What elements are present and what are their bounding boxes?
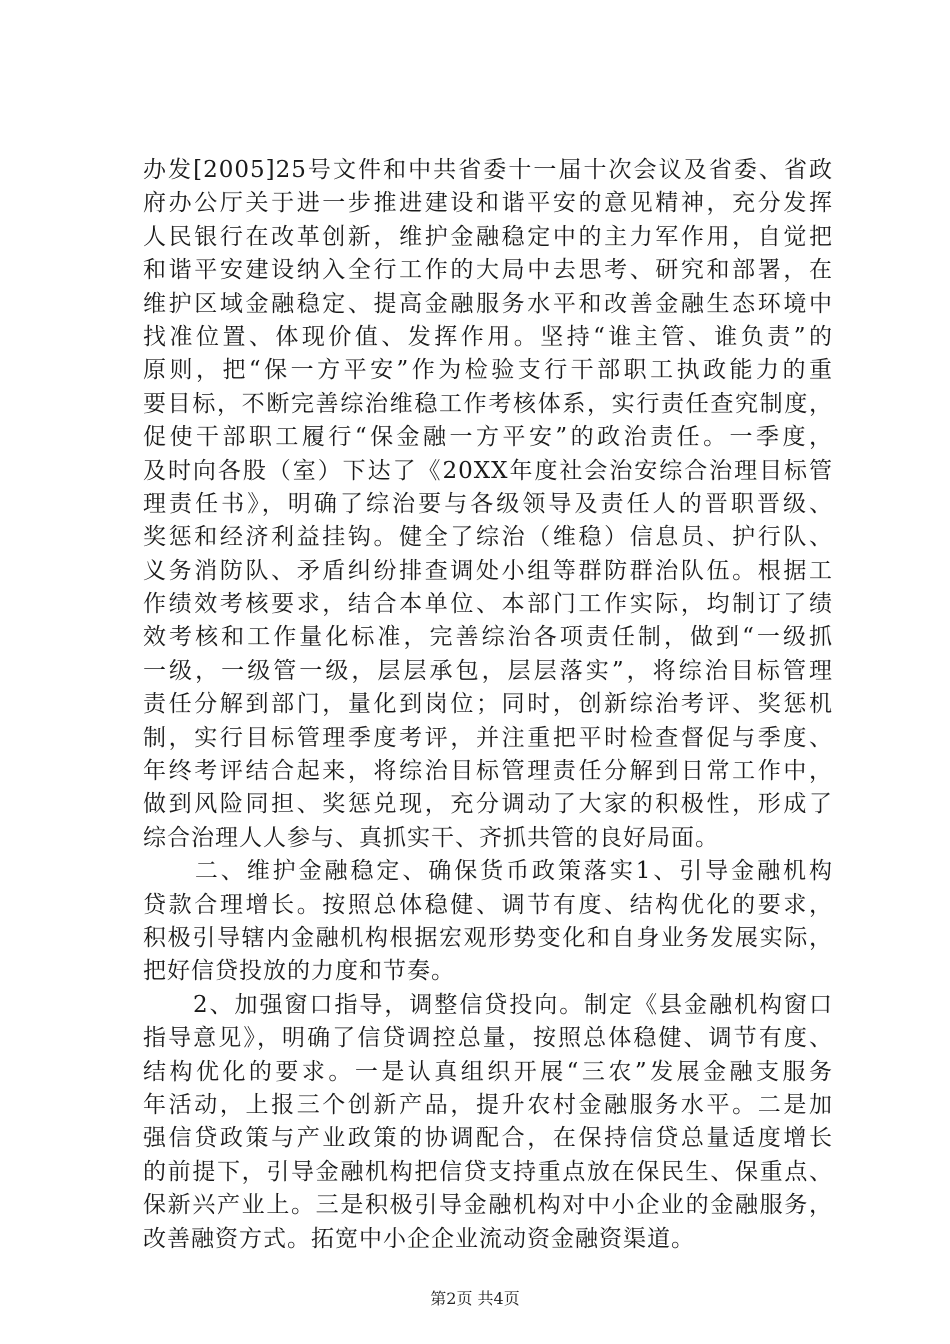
text-line: 指导意见》，明确了信贷调控总量，按照总体稳健、调节有度、 <box>143 1025 833 1052</box>
text-line: 积极引导辖内金融机构根据宏观形势变化和自身业务发展实际， <box>143 924 833 951</box>
text-line: 人民银行在改革创新，维护金融稳定中的主力军作用，自觉把 <box>143 223 833 250</box>
text-line: 强信贷政策与产业政策的协调配合，在保持信贷总量适度增长 <box>143 1125 833 1152</box>
text-line: 把好信贷投放的力度和节奏。 <box>143 958 455 985</box>
text-line: 义务消防队、矛盾纠纷排查调处小组等群防群治队伍。根据工 <box>143 557 833 584</box>
text-line: 做到风险同担、奖惩兑现，充分调动了大家的积极性，形成了 <box>143 791 833 818</box>
text-line: 贷款合理增长。按照总体稳健、调节有度、结构优化的要求， <box>143 891 833 918</box>
text-line: 作绩效考核要求，结合本单位、本部门工作实际，均制订了绩 <box>143 591 833 618</box>
text-line: 的前提下，引导金融机构把信贷支持重点放在保民生、保重点、 <box>143 1158 833 1185</box>
text-line: 责任分解到部门，量化到岗位；同时，创新综治考评、奖惩机 <box>143 691 833 718</box>
text-line: 结构优化的要求。一是认真组织开展“三农”发展金融支服务 <box>143 1058 833 1085</box>
page-footer: 第2页 共4页 <box>430 1289 520 1308</box>
text-line: 制，实行目标管理季度考评，并注重把平时检查督促与季度、 <box>143 724 833 751</box>
text-line: 府办公厅关于进一步推进建设和谐平安的意见精神，充分发挥 <box>143 190 833 217</box>
text-line: 2、加强窗口指导，调整信贷投向。制定《县金融机构窗口 <box>143 991 833 1018</box>
text-line: 奖惩和经济利益挂钩。健全了综治（维稳）信息员、护行队、 <box>143 524 833 551</box>
text-line: 改善融资方式。拓宽中小企企业流动资金融资渠道。 <box>143 1225 695 1252</box>
text-line: 年终考评结合起来，将综治目标管理责任分解到日常工作中， <box>143 758 833 785</box>
text-line: 维护区域金融稳定、提高金融服务水平和改善金融生态环境中 <box>143 290 833 317</box>
text-line: 原则，把“保一方平安”作为检验支行干部职工执政能力的重 <box>143 357 833 384</box>
text-line: 年活动，上报三个创新产品，提升农村金融服务水平。二是加 <box>143 1091 833 1118</box>
text-line: 效考核和工作量化标准，完善综治各项责任制，做到“一级抓 <box>143 624 833 651</box>
text-line: 促使干部职工履行“保金融一方平安”的政治责任。一季度， <box>143 424 833 451</box>
text-line: 综合治理人人参与、真抓实干、齐抓共管的良好局面。 <box>143 824 719 851</box>
text-line: 理责任书》，明确了综治要与各级领导及责任人的晋职晋级、 <box>143 490 833 517</box>
text-line: 一级，一级管一级，层层承包，层层落实”，将综治目标管理 <box>143 657 833 684</box>
text-line: 保新兴产业上。三是积极引导金融机构对中小企业的金融服务， <box>143 1192 833 1219</box>
body-text <box>143 154 833 1256</box>
text-line: 及时向各股（室）下达了《20XX年度社会治安综合治理目标管 <box>143 457 833 484</box>
text-line: 办发[2005]25号文件和中共省委十一届十次会议及省委、省政 <box>143 157 833 183</box>
text-line: 要目标，不断完善综治维稳工作考核体系，实行责任查究制度， <box>143 390 833 417</box>
text-line: 和谐平安建设纳入全行工作的大局中去思考、研究和部署，在 <box>143 257 833 284</box>
text-line: 二、维护金融稳定、确保货币政策落实1、引导金融机构 <box>143 858 833 885</box>
text-line: 找准位置、体现价值、发挥作用。坚持“谁主管、谁负责”的 <box>143 323 833 350</box>
